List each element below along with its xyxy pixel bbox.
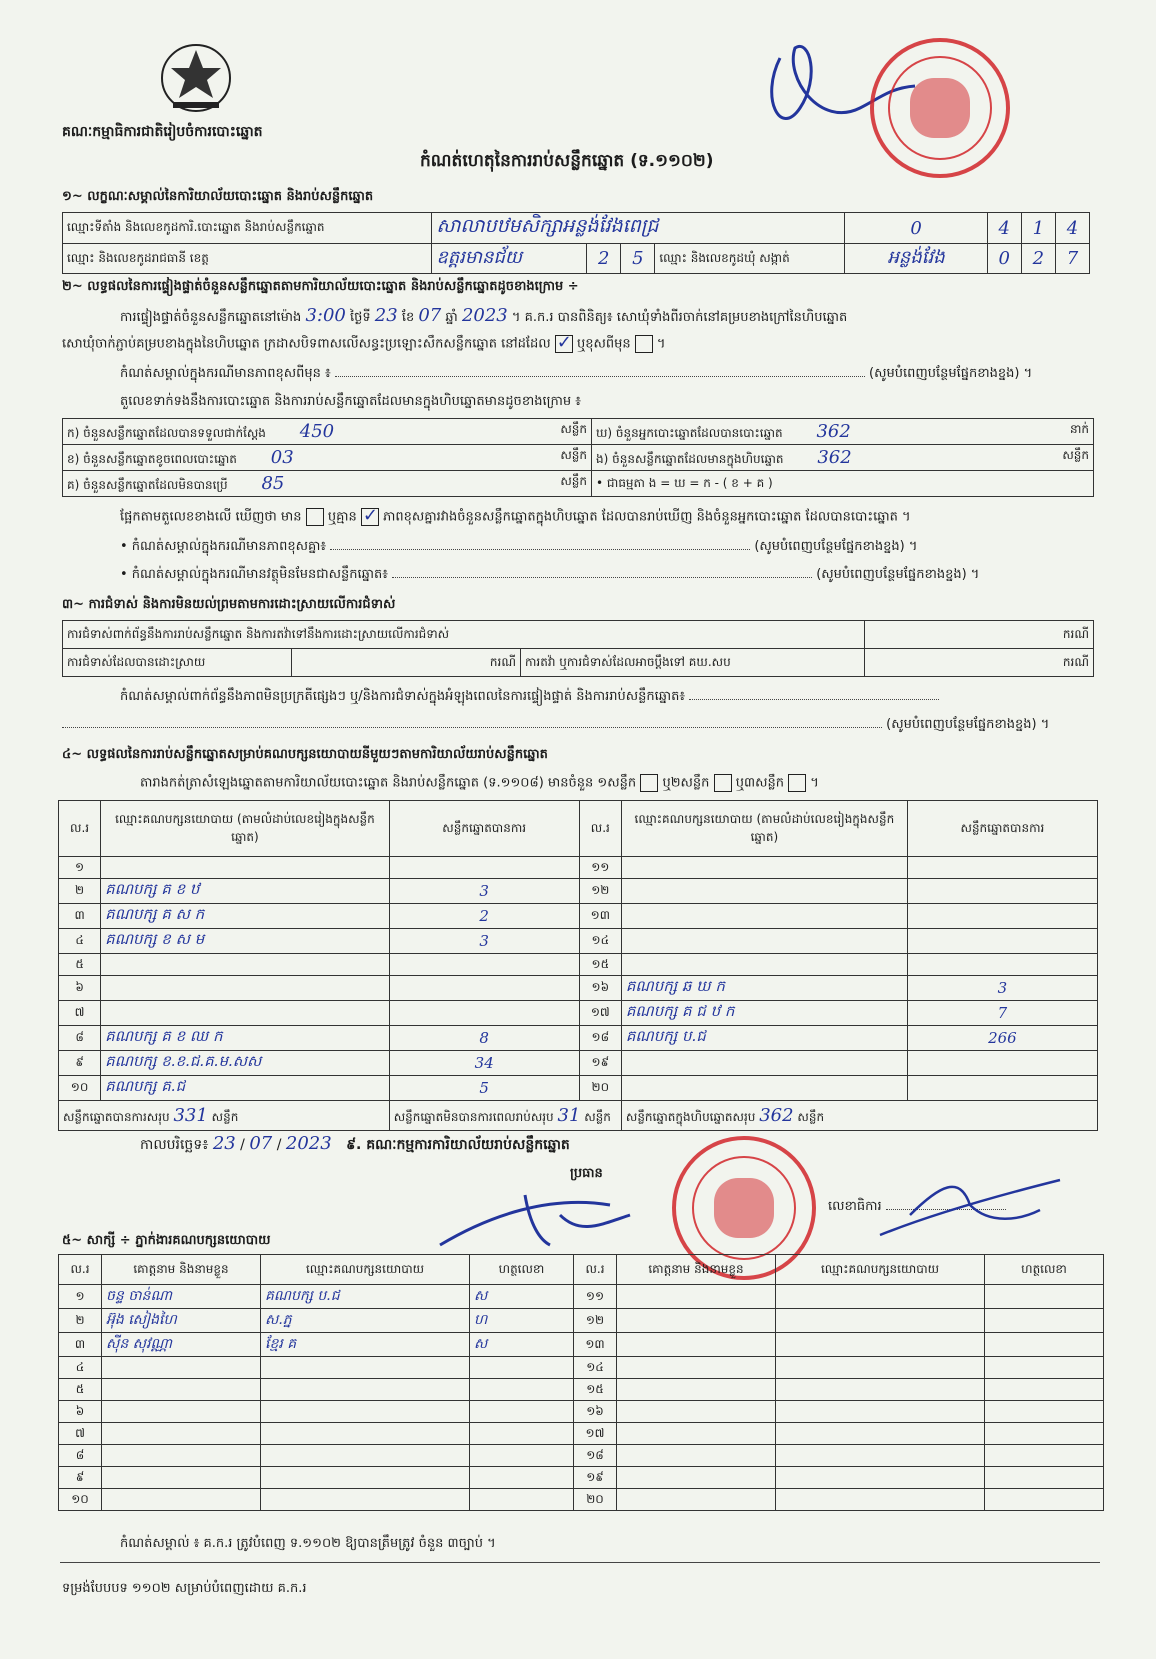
witness-party (261, 1445, 470, 1467)
row-number: ១៧ (579, 1001, 621, 1026)
chairman-signature (430, 1185, 680, 1255)
witness-party (261, 1489, 470, 1511)
box-total: សន្លឹកឆ្នោតក្នុងហិបឆ្នោតសរុប 362 សន្លឹក (621, 1101, 1097, 1131)
witness-party (776, 1489, 985, 1511)
party-votes (907, 1051, 1097, 1076)
complaints-table: ការជំទាស់ពាក់ព័ន្ធនឹងការរាប់សន្លឹកឆ្នោត និងការតវ៉ាទៅនឹងការដោះស្រាយលើការជំទាស់ ករណី ការជំទាស់ដែលបានដោះស្រាយ ករណី ការតវ៉ា ឬការជំទាស់ដែលអាចប្ដឹងទៅ គឃ.សប ករណី (62, 620, 1094, 677)
section-2-heading: ២~ លទ្ធផលនៃការផ្ទៀងផ្ទាត់ចំនួនសន្លឹកឆ្នោតតាមការិយាល័យបោះឆ្នោត និងរាប់សន្លឹកឆ្នោតដូចខាងក្រោម ÷ (62, 279, 579, 294)
formula: • ជាធម្មតា ង = ឃ = ក - ( ខ + គ ) (592, 471, 1094, 497)
party-votes: 5 (389, 1076, 579, 1101)
row-number: ៣ (59, 904, 101, 929)
ballot-counts-table: ក) ចំនួនសន្លឹកឆ្នោតដែលបានទទួលជាក់ស្ដែង 450 សន្លឹក ឃ) ចំនួនអ្នកបោះឆ្នោតដែលបានបោះឆ្នោត 362 នាក់ ខ) ចំនួនសន្លឹកឆ្នោតខូចពេលបោះឆ្នោត 03 សន្លឹក ង) ចំនួនសន្លឹកឆ្នោតដែលមានក្នុងហិបឆ្នោត 362 សន្លឹក គ) ចំនួនសន្លឹកឆ្នោតដែលមិនបានប្រើ 85 សន្លឹក • ជាធម្មតា ង = ឃ = ក - ( ខ + គ ) (62, 418, 1094, 497)
witness-name (617, 1357, 776, 1379)
row-number: ៤ (59, 1357, 102, 1379)
station-name-label: ឈ្មោះទីតាំង និងលេខកូដការិ.បោះឆ្នោត និងរាប់សន្លឹកឆ្នោត (63, 213, 432, 244)
section-3-heading: ៣~ ការជំទាស់ និងការមិនយល់ព្រមតាមការដោះស្រាយលើការជំទាស់ (62, 597, 396, 612)
party-name (101, 857, 390, 879)
party-name (621, 929, 907, 954)
witness-party (776, 1445, 985, 1467)
irregular-note: កំណត់សម្គាល់ក្នុងករណីមានភាពខុសពីមុន ៖ (សូមបំពេញបន្ថែមផ្នែកខាងខ្នង) ។ (120, 366, 1033, 381)
seal-wrong-checkbox[interactable] (635, 335, 653, 353)
party-row (59, 929, 1098, 954)
secretary-signature (870, 1165, 1070, 1245)
witness-signature (985, 1467, 1104, 1489)
diff-note: • កំណត់សម្គាល់ក្នុងករណីមានភាពខុសគ្នា៖ (សូមបំពេញបន្ថែមផ្នែកខាងខ្នង) ។ (120, 539, 918, 554)
witness-row (59, 1333, 1104, 1357)
witness-signature (470, 1379, 574, 1401)
row-number: ១៩ (574, 1467, 617, 1489)
row-number: ១០ (59, 1489, 102, 1511)
party-votes: 3 (389, 929, 579, 954)
party-row (59, 1026, 1098, 1051)
party-votes: 2 (389, 904, 579, 929)
party-votes: 34 (389, 1051, 579, 1076)
party-name (621, 1076, 907, 1101)
party-name (101, 954, 390, 976)
witness-name (617, 1401, 776, 1423)
witness-name (617, 1489, 776, 1511)
commune-label: ឈ្មោះ និងលេខកូដឃុំ សង្កាត់ (655, 244, 845, 274)
row-number: ១ (59, 1285, 102, 1309)
row-number: ៨ (59, 1026, 101, 1051)
tally-3-checkbox[interactable] (788, 774, 806, 792)
party-votes: 3 (389, 879, 579, 904)
party-row (59, 954, 1098, 976)
witness-name: ស៊ីន សុវណ្ណា (102, 1333, 261, 1357)
witness-row (59, 1423, 1104, 1445)
party-row (59, 857, 1098, 879)
witness-name: ចន្ទ ចាន់ណា (102, 1285, 261, 1309)
section-4-heading: ៤~ លទ្ធផលនៃការរាប់សន្លឹកឆ្នោតសម្រាប់គណបក្សនយោបាយនីមួយៗតាមការិយាល័យរាប់សន្លឹកឆ្នោត (62, 747, 548, 762)
row-number: ១៥ (579, 954, 621, 976)
polling-station-table: ឈ្មោះទីតាំង និងលេខកូដការិ.បោះឆ្នោត និងរាប់សន្លឹកឆ្នោត សាលាបឋមសិក្សាអន្លង់វែងពេជ្រ 0 4 1 4 ឈ្មោះ និងលេខកូដរាជធានី ខេត្ត ឧត្ដរមានជ័យ 2 5 ឈ្មោះ និងលេខកូដឃុំ សង្កាត់ អន្លង់វែង 0 2 7 (62, 212, 1090, 274)
row-number: ១៣ (574, 1333, 617, 1357)
party-votes: 8 (389, 1026, 579, 1051)
verify-day: 23 (374, 305, 398, 326)
row-number: ១៤ (579, 929, 621, 954)
party-votes (389, 1001, 579, 1026)
witness-name (617, 1423, 776, 1445)
witness-signature (985, 1489, 1104, 1511)
row-number: ១៩ (579, 1051, 621, 1076)
witness-signature: ស (470, 1285, 574, 1309)
row-number: ១៧ (574, 1423, 617, 1445)
party-votes (907, 857, 1097, 879)
tally-2-checkbox[interactable] (714, 774, 732, 792)
witness-signature (470, 1467, 574, 1489)
witness-party (776, 1423, 985, 1445)
party-name (621, 1051, 907, 1076)
invalid-total: សន្លឹកឆ្នោតមិនបានការពេលរាប់សរុប 31 សន្លឹក (389, 1101, 621, 1131)
party-results-table: ល.រ ឈ្មោះគណបក្សនយោបាយ (តាមលំដាប់លេខរៀងក្នុងសន្លឹកឆ្នោត) សន្លឹកឆ្នោតបានការ ល.រ ឈ្មោះគណបក្សនយោបាយ (តាមលំដាប់លេខរៀងក្នុងសន្លឹកឆ្នោត) សន្លឹកឆ្នោតបានការ ១ ១១ ២ គណបក្ស គ ខ ឋ 3 ១២ ៣ គណបក្ស គ ស ក 2 ១៣ ៤ គណបក្ស ខ ស ម 3 ១៤ ៥ ១៥ ៦ ១៦ គណបក្ស ឆ ឃ ក 3 ៧ ១៧ គណបក្ស គ ជ ឋ ក 7 ៨ គណបក្ស គ ខ ឈ ក 8 ១៨ គណបក្ស ប.ជ 266 ៩ គណបក្ស ខ.ខ.ជ.គ.ម.សស 34 ១៩ ១០ គណបក្ស គ.ជ 5 ២០ សន្លឹកឆ្នោតបានការសរុប 331 សន្លឹក សន្លឹកឆ្នោតមិនបានការពេលរាប់សរុប 31 សន្លឹក សន្លឹកឆ្នោតក្នុងហិបឆ្នោតសរុប 362 សន្លឹក (58, 800, 1098, 1131)
witness-party: ខ្មែរ គ (261, 1333, 470, 1357)
footer-text: ទម្រង់បែបបទ ១១០២ សម្រាប់បំពេញដោយ គ.ក.រ (62, 1581, 307, 1596)
verify-year: 2023 (461, 305, 508, 326)
witness-name (102, 1489, 261, 1511)
footnote: កំណត់សម្គាល់ ៖ គ.ក.រ ត្រូវបំពេញ ទ.១១០២ ឱ្យបានត្រឹមត្រូវ ចំនួន ៣ច្បាប់ ។ (120, 1536, 496, 1551)
witness-name (617, 1445, 776, 1467)
party-row (59, 1076, 1098, 1101)
party-row (59, 1051, 1098, 1076)
row-number: ៨ (59, 1445, 102, 1467)
ballots-unused-value: 85 (261, 472, 285, 494)
party-name (621, 954, 907, 976)
party-name: គណបក្ស គ ខ ឋ (101, 879, 390, 904)
province-value: ឧត្ដរមានជ័យ (432, 244, 587, 274)
section-5-heading: ៥~ សាក្សី ÷ ភ្នាក់ងារគណបក្សនយោបាយ (62, 1233, 271, 1248)
chairman-label: ប្រធាន (570, 1166, 603, 1181)
witness-signature (985, 1401, 1104, 1423)
invalid-note: • កំណត់សម្គាល់ក្នុងករណីមានវត្ថុមិនមែនជាសន្លឹកឆ្នោត៖ (សូមបំពេញបន្ថែមផ្នែកខាងខ្នង) ។ (120, 567, 980, 582)
witness-signature (470, 1401, 574, 1423)
row-number: ២០ (574, 1489, 617, 1511)
party-name (621, 857, 907, 879)
section-1-heading: ១~ លក្ខណៈសម្គាល់នៃការិយាល័យបោះឆ្នោត និងរាប់សន្លឹកឆ្នោត (62, 189, 374, 204)
counts-intro: តួលេខទាក់ទងនឹងការបោះឆ្នោត និងការរាប់សន្លឹកឆ្នោតដែលមានក្នុងហិបឆ្នោតមានដូចខាងក្រោម ៖ (120, 394, 581, 409)
witness-row (59, 1309, 1104, 1333)
party-name (621, 904, 907, 929)
party-name: គណបក្ស គ.ជ (101, 1076, 390, 1101)
ballots-spoiled-value: 03 (270, 446, 294, 468)
row-number: ១៤ (574, 1357, 617, 1379)
witness-row (59, 1379, 1104, 1401)
station-name-value: សាលាបឋមសិក្សាអន្លង់វែងពេជ្រ (432, 213, 845, 244)
witness-name (102, 1357, 261, 1379)
committee-name: គណៈកម្មាធិការជាតិរៀបចំការបោះឆ្នោត (62, 124, 263, 140)
witness-name (617, 1467, 776, 1489)
witness-party (776, 1379, 985, 1401)
witness-party (261, 1467, 470, 1489)
tally-1-checkbox[interactable] (640, 774, 658, 792)
procedure-note: កំណត់សម្គាល់ពាក់ព័ន្ធនឹងភាពមិនប្រក្រតីផ្សេងៗ ឬ/និងការជំទាស់ក្នុងអំឡុងពេលនៃការផ្ទៀងផ្ទាត់ និងការរាប់សន្លឹកឆ្នោត៖ (120, 688, 1100, 707)
witness-name (102, 1401, 261, 1423)
witness-party: គណបក្ស ប.ជ (261, 1285, 470, 1309)
valid-total: សន្លឹកឆ្នោតបានការសរុប 331 សន្លឹក (59, 1101, 390, 1131)
party-votes (907, 1076, 1097, 1101)
nec-emblem-icon (155, 38, 237, 116)
party-name: គណបក្ស ខ.ខ.ជ.គ.ម.សស (101, 1051, 390, 1076)
witness-party (776, 1309, 985, 1333)
party-name (621, 879, 907, 904)
ballots-in-box-value: 362 (817, 446, 852, 468)
row-number: ៥ (59, 954, 101, 976)
row-number: ៥ (59, 1379, 102, 1401)
diff-no-checkbox[interactable] (361, 508, 379, 526)
party-name: គណបក្ស គ ជ ឋ ក (621, 1001, 907, 1026)
commune-value: អន្លង់វែង (845, 244, 987, 274)
party-name: គណបក្ស គ ខ ឈ ក (101, 1026, 390, 1051)
witness-party (776, 1401, 985, 1423)
witness-signature (985, 1285, 1104, 1309)
voters-voted-value: 362 (816, 420, 851, 442)
witness-signature (985, 1309, 1104, 1333)
witness-name (102, 1467, 261, 1489)
row-number: ១៦ (574, 1401, 617, 1423)
party-votes (907, 879, 1097, 904)
diff-yes-checkbox[interactable] (306, 508, 324, 526)
party-votes (389, 857, 579, 879)
row-number: ១ (59, 857, 101, 879)
row-number: ២ (59, 1309, 102, 1333)
tally-sheet-line: តារាងកត់ត្រាសំឡេងឆ្នោតតាមការិយាល័យបោះឆ្នោត និងរាប់សន្លឹកឆ្នោត (ទ.១១០៨) មានចំនួន ១សន្លឹក ឬ២សន្លឹក ឬ៣សន្លឹក ។ (140, 775, 819, 791)
party-name: គណបក្ស គ ស ក (101, 904, 390, 929)
witness-row (59, 1489, 1104, 1511)
witness-signature: ស (470, 1333, 574, 1357)
row-number: ៩ (59, 1051, 101, 1076)
witness-row (59, 1285, 1104, 1309)
party-votes (907, 904, 1097, 929)
witness-signature (985, 1379, 1104, 1401)
witness-name (617, 1333, 776, 1357)
witness-name (102, 1445, 261, 1467)
row-number: ១៥ (574, 1379, 617, 1401)
witness-name (617, 1285, 776, 1309)
witness-row (59, 1467, 1104, 1489)
party-name: គណបក្ស ឆ ឃ ក (621, 976, 907, 1001)
row-number: ៦ (59, 1401, 102, 1423)
witness-row (59, 1357, 1104, 1379)
verification-line: ការផ្ទៀងផ្ទាត់ចំនួនសន្លឹកឆ្នោតនៅម៉ោង 3:00 ថ្ងៃទី 23 ខែ 07 ឆ្នាំ 2023 ។ គ.ក.រ បានពិនិត្យ៖ សោឃុំទាំងពីរចាក់នៅគម្របខាងក្រៅនៃហិបឆ្នោត (120, 305, 848, 326)
ballots-received-value: 450 (299, 420, 335, 442)
witness-party (261, 1423, 470, 1445)
row-number: ១១ (574, 1285, 617, 1309)
party-votes (389, 976, 579, 1001)
row-number: ១០ (59, 1076, 101, 1101)
footer-divider (60, 1562, 1100, 1563)
party-row (59, 904, 1098, 929)
row-number: ១៨ (579, 1026, 621, 1051)
witness-signature (985, 1333, 1104, 1357)
row-number: ៧ (59, 1423, 102, 1445)
seal-correct-checkbox[interactable] (555, 335, 573, 353)
witness-party (776, 1285, 985, 1309)
witness-party (261, 1401, 470, 1423)
witness-signature (470, 1357, 574, 1379)
witness-signature (470, 1423, 574, 1445)
party-row (59, 879, 1098, 904)
witness-party (776, 1467, 985, 1489)
row-number: ៧ (59, 1001, 101, 1026)
row-number: ៩ (59, 1467, 102, 1489)
province-label: ឈ្មោះ និងលេខកូដរាជធានី ខេត្ត (63, 244, 432, 274)
secretary-label: លេខាធិការ (828, 1198, 1006, 1217)
row-number: ១២ (579, 879, 621, 904)
party-name: គណបក្ស ប.ជ (621, 1026, 907, 1051)
witness-name (617, 1309, 776, 1333)
row-number: ១៣ (579, 904, 621, 929)
row-number: ២ (59, 879, 101, 904)
row-number: ៦ (59, 976, 101, 1001)
witness-name (102, 1423, 261, 1445)
witness-name (617, 1379, 776, 1401)
witness-party (776, 1357, 985, 1379)
row-number: ១១ (579, 857, 621, 879)
verify-time: 3:00 (305, 305, 346, 326)
party-votes (907, 954, 1097, 976)
party-votes: 7 (907, 1001, 1097, 1026)
party-name: គណបក្ស ខ ស ម (101, 929, 390, 954)
witness-signature (470, 1445, 574, 1467)
party-row (59, 976, 1098, 1001)
row-number: ១៨ (574, 1445, 617, 1467)
party-votes: 3 (907, 976, 1097, 1001)
witness-table: ល.រ គោត្តនាម និងនាមខ្លួន ឈ្មោះគណបក្សនយោបាយ ហត្ថលេខា ល.រ គោត្តនាម និងនាមខ្លួន ឈ្មោះគណបក្សនយោបាយ ហត្ថលេខា ១ ចន្ទ ចាន់ណា គណបក្ស ប.ជ ស ១១ ២ អ៊ុង សៀងហៃ ស.ភ្ន ហ ១២ ៣ ស៊ីន សុវណ្ណា ខ្មែរ គ ស ១៣ ៤ ១៤ ៥ ១៥ ៦ ១៦ ៧ ១៧ ៨ ១៨ ៩ ១៩ ១០ ២០ (58, 1254, 1104, 1511)
witness-row (59, 1401, 1104, 1423)
form-title: កំណត់ហេតុនៃការរាប់សន្លឹកឆ្នោត (ទ.១១០២) (420, 151, 714, 171)
procedure-note-2: (សូមបំពេញបន្ថែមផ្នែកខាងខ្នង) ។ (62, 716, 1102, 735)
verify-month: 07 (418, 305, 442, 326)
official-stamp-top (870, 38, 1010, 178)
party-votes: 266 (907, 1026, 1097, 1051)
witness-party: ស.ភ្ន (261, 1309, 470, 1333)
row-number: ១៦ (579, 976, 621, 1001)
party-name (101, 1001, 390, 1026)
party-votes (907, 929, 1097, 954)
party-row (59, 1001, 1098, 1026)
witness-signature (470, 1489, 574, 1511)
party-name (101, 976, 390, 1001)
witness-party (261, 1357, 470, 1379)
witness-signature: ហ (470, 1309, 574, 1333)
witness-name (102, 1379, 261, 1401)
seal-line: សោឃុំចាក់ភ្ជាប់គម្របខាងក្នុងនៃហិបឆ្នោត ក្រដាសបិទពាសលើសន្ធះប្រឡោះសឹកសន្លឹកឆ្នោត នៅដដែល ✓ ឬខុសពីមុន ។ (62, 335, 665, 355)
witness-name: អ៊ុង សៀងហៃ (102, 1309, 261, 1333)
difference-line: ផ្អែកតាមតួលេខខាងលើ ឃើញថា មាន ឬគ្មាន ✓ ភាពខុសគ្នារវាងចំនួនសន្លឹកឆ្នោតក្នុងហិបឆ្នោត ដែលបានរាប់ឃើញ និងចំនួនអ្នកបោះឆ្នោត ដែលបានបោះឆ្នោត ។ (120, 508, 911, 528)
row-number: ២០ (579, 1076, 621, 1101)
witness-party (776, 1333, 985, 1357)
row-number: ៤ (59, 929, 101, 954)
row-number: ៣ (59, 1333, 102, 1357)
witness-party (261, 1379, 470, 1401)
row-number: ១២ (574, 1309, 617, 1333)
witness-signature (985, 1357, 1104, 1379)
party-votes (389, 954, 579, 976)
witness-row (59, 1445, 1104, 1467)
witness-signature (985, 1423, 1104, 1445)
witness-signature (985, 1445, 1104, 1467)
date-line: កាលបរិច្ឆេទ៖ 23 / 07 / 2023 ៩. គណៈកម្មការការិយាល័យរាប់សន្លឹកឆ្នោត (140, 1133, 570, 1154)
